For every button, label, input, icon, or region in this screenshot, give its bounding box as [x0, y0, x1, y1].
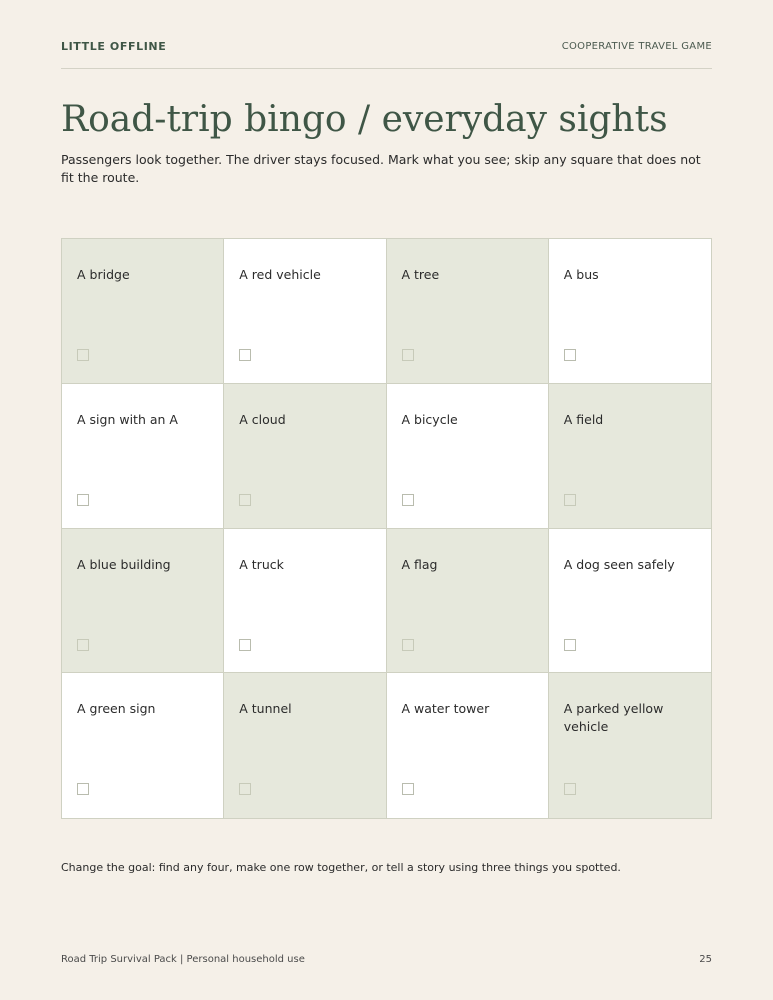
- bingo-grid: [61, 238, 712, 819]
- page: [61, 0, 712, 1000]
- bingo-checkbox[interactable]: [402, 639, 414, 651]
- bingo-square-label: A field: [563, 411, 604, 427]
- bingo-square-label: A sign with an A: [77, 411, 178, 427]
- page-number: 25: [699, 954, 712, 965]
- bingo-checkbox[interactable]: [564, 783, 576, 795]
- bingo-square[interactable]: [62, 529, 224, 674]
- bingo-square-label: A parked yellow vehicle: [563, 701, 664, 735]
- bingo-square[interactable]: [224, 529, 386, 674]
- bingo-square[interactable]: [62, 384, 224, 529]
- bingo-square-label: A truck: [239, 556, 284, 572]
- bingo-square[interactable]: [224, 239, 386, 384]
- bingo-square-label: A bicycle: [401, 411, 458, 427]
- bingo-square[interactable]: [387, 673, 549, 818]
- bingo-square-label: A dog seen safely: [563, 556, 675, 572]
- bingo-square[interactable]: [224, 673, 386, 818]
- bingo-square-label: A water tower: [401, 701, 490, 717]
- bingo-square[interactable]: [387, 529, 549, 674]
- page-footer: [61, 954, 712, 965]
- bingo-checkbox[interactable]: [564, 349, 576, 361]
- bingo-square[interactable]: [549, 673, 711, 818]
- bingo-square-label: A cloud: [239, 411, 286, 427]
- variation-note: Change the goal: find any four, make one row together, or tell a story using three things you spotted.: [61, 861, 621, 874]
- bingo-checkbox[interactable]: [239, 639, 251, 651]
- bingo-square[interactable]: [387, 384, 549, 529]
- bingo-square-label: A bus: [563, 267, 599, 282]
- bingo-square[interactable]: [549, 384, 711, 529]
- bingo-checkbox[interactable]: [239, 494, 251, 506]
- bingo-square-label: A green sign: [77, 701, 156, 717]
- bingo-square[interactable]: [62, 673, 224, 818]
- bingo-square-label: A bridge: [77, 267, 130, 282]
- bingo-checkbox[interactable]: [239, 783, 251, 795]
- bingo-square[interactable]: [549, 239, 711, 384]
- bingo-checkbox[interactable]: [564, 494, 576, 506]
- bingo-checkbox[interactable]: [239, 349, 251, 361]
- brand-name: LITTLE OFFLINE: [61, 39, 167, 53]
- page-title: Road-trip bingo / everyday sights: [61, 99, 668, 140]
- header-divider: [61, 68, 712, 69]
- bingo-checkbox[interactable]: [77, 783, 89, 795]
- bingo-checkbox[interactable]: [564, 639, 576, 651]
- bingo-square-label: A red vehicle: [239, 267, 321, 282]
- bingo-square-label: A tree: [401, 267, 440, 282]
- bingo-checkbox[interactable]: [402, 783, 414, 795]
- intro-text: Passengers look together. The driver stays focused. Mark what you see; skip any square that does not fit the route.: [61, 152, 701, 185]
- page-header: [61, 38, 712, 54]
- bingo-square[interactable]: [224, 384, 386, 529]
- bingo-square[interactable]: [387, 239, 549, 384]
- bingo-checkbox[interactable]: [77, 349, 89, 361]
- bingo-square[interactable]: [62, 239, 224, 384]
- bingo-square-label: A tunnel: [239, 701, 292, 717]
- header-tagline: COOPERATIVE TRAVEL GAME: [561, 40, 712, 52]
- bingo-square-label: A blue building: [77, 556, 171, 572]
- bingo-checkbox[interactable]: [77, 639, 89, 651]
- bingo-checkbox[interactable]: [77, 494, 89, 506]
- bingo-square[interactable]: [549, 529, 711, 674]
- footer-text: Road Trip Survival Pack | Personal household use: [61, 954, 305, 965]
- bingo-checkbox[interactable]: [402, 494, 414, 506]
- bingo-checkbox[interactable]: [402, 349, 414, 361]
- bingo-square-label: A flag: [401, 556, 438, 572]
